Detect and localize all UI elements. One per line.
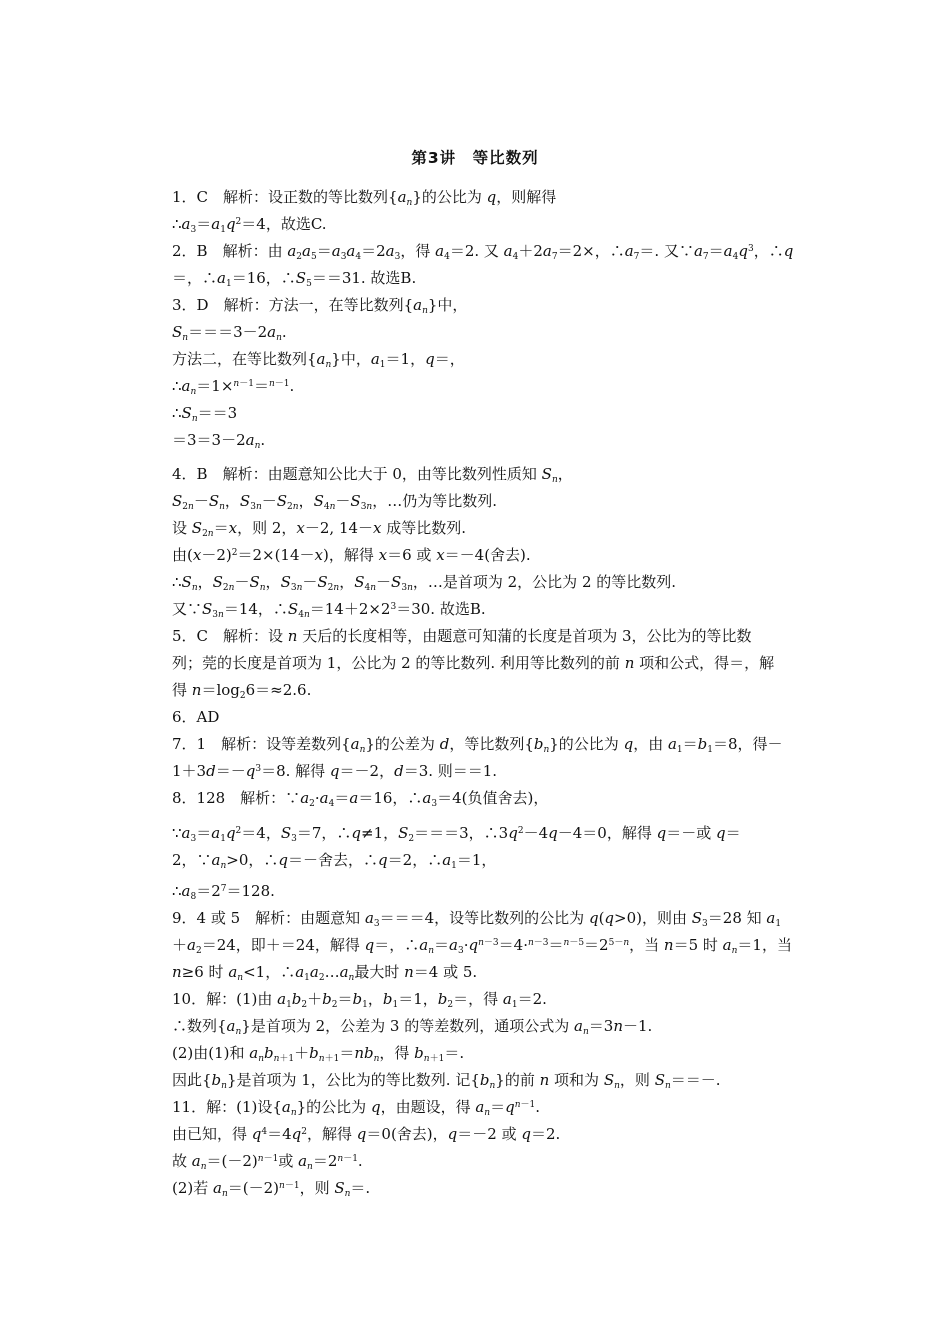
text-line: (2)若 $a_n=(-2)^{n-1}$，则 $S_n=$. <box>172 1179 371 1199</box>
text-line: $\therefore a_3=a_1q^2=4$，故选C. <box>172 215 327 235</box>
text-line: 2，$\because a_n>0$，∴q＝－舍去，∴q＝2，$\therefore a_1=1$， <box>172 851 497 871</box>
text-line: 设 $S_{2n}=x$，则 2，x－2, 14－x 成等比数列. <box>172 519 467 539</box>
text-line: 9．4 或 5 解析：由题意知 $a_3===4$，设等比数列的公比为 q(q>0)，则由 $S_3=28$ 知 $a_1$ <box>172 909 782 929</box>
text-line: 由已知，得 $q^4=4q^2$，解得 q＝0(舍去)，q＝－2 或 q＝2. <box>172 1125 561 1143</box>
text-line: 得 $n=\log_26=\approx 2.6$. <box>172 681 312 701</box>
text-line: 2．B 解析：由 $a_2a_5=a_3a_4=2a_3$，得 $a_4=2$. 又 $a_4+2a_7=2\times$，$\therefore a_7=$. 又$\because a_7=a_4q^3$，∴q <box>172 242 794 262</box>
text-line: $+a_2=24$，即＋＝24，解得 q＝，$\therefore a_n=a_3\cdot q^{n-3}=4\cdot^{n-3}=^{n-5}=2^{5-n}$，当 n＝5 时 $a_n=1$，当 <box>172 936 792 956</box>
text-line: 又$\because S_{3n}=14$，$\therefore S_{4n}=14+2\times 2^3=30$. 故选B. <box>172 600 486 620</box>
text-line: 因此$\{b_n\}$是首项为 1，公比为的等比数列. 记$\{b_n\}$的前 n 项和为 $S_n$，则 $S_n==-$. <box>172 1071 721 1091</box>
page-title: 第3讲 等比数列 <box>411 149 539 167</box>
text-line: 方法二，在等比数列$\{a_n\}$中，$a_1=1$，q＝， <box>172 350 465 370</box>
text-line: 4．B 解析：由题意知公比大于 0，由等比数列性质知 $S_n$， <box>172 465 573 485</box>
text-line: ∴数列$\{a_n\}$是首项为 2，公差为 3 的等差数列，通项公式为 $a_n=3n-1$. <box>172 1017 653 1037</box>
text-line: 8．128 解析：$\because a_2\cdot a_4=a=16$，$\therefore a_3=4$(负值舍去)， <box>172 789 549 809</box>
text-line: 1．C 解析：设正数的等比数列$\{a_n\}$的公比为 q，则解得 <box>172 188 557 208</box>
text-line: 6．AD <box>172 708 220 726</box>
text-line: 故 $a_n=(-2)^{n-1}$或 $a_n=2^{n-1}$. <box>172 1152 363 1172</box>
text-line: $S_n===3-2a_n$. <box>172 323 287 343</box>
text-line: ＝，$\therefore a_1=16$，$\therefore S_5==31$. 故选B. <box>172 269 417 289</box>
text-line: $\therefore S_n==3$ <box>172 404 238 424</box>
text-line: $1+3d=-q^3=8$. 解得 q＝－2，d＝3. 则＝＝1. <box>172 762 498 780</box>
text-line: 10．解：(1)由 $a_1b_2+b_2=b_1$，$b_1=1$，$b_2=$，得 $a_1=2$. <box>172 990 547 1010</box>
text-line: 5．C 解析：设 n 天后的长度相等，由题意可知蒲的长度是首项为 3，公比为的等比数 <box>172 627 752 645</box>
text-line: $\therefore S_n$，$S_{2n}-S_n$，$S_{3n}-S_{2n}$，$S_{4n}-S_{3n}$，…是首项为 2，公比为 2 的等比数列. <box>172 573 677 593</box>
text-line: $\because a_3=a_1q^2=4$，$S_3=7$，∴q≠1，$S_2===3$，$\therefore 3q^2-4q-4=0$，解得 q＝－或 q＝ <box>172 824 741 844</box>
text-line: $\therefore a_8=2^7=128$. <box>172 882 275 902</box>
text-line: 11．解：(1)设$\{a_n\}$的公比为 q，由题设，得 $a_n=q^{n-1}$. <box>172 1098 541 1118</box>
text-line: n≥6 时 $a_n<1$，$\therefore a_1a_2\dots a_n$最大时 n＝4 或 5. <box>172 963 478 983</box>
text-line: $=3=3-2a_n$. <box>172 431 266 451</box>
text-line: $\therefore a_n=1\times^{n-1}=^{n-1}$. <box>172 377 295 397</box>
text-line: $S_{2n}-S_n$，$S_{3n}-S_{2n}$，$S_{4n}-S_{3n}$，…仍为等比数列. <box>172 492 497 512</box>
text-line: 3．D 解析：方法一，在等比数列$\{a_n\}$中， <box>172 296 468 316</box>
text-line: 7．1 解析：设等差数列$\{a_n\}$的公差为 d，等比数列$\{b_n\}$的公比为 q，由 $a_1=b_1=8$，得－ <box>172 735 783 755</box>
text-line: 列；莞的长度是首项为 1，公比为 2 的等比数列. 利用等比数列的前 n 项和公式，得＝，解 <box>172 654 775 672</box>
text-line: 由$(x-2)^2=2\times(14-x)$，解得 x＝6 或 x＝－4(舍去). <box>172 546 531 564</box>
text-line: (2)由(1)和 $a_nb_{n+1}+b_{n+1}=nb_n$，得 $b_{n+1}=$. <box>172 1044 465 1064</box>
